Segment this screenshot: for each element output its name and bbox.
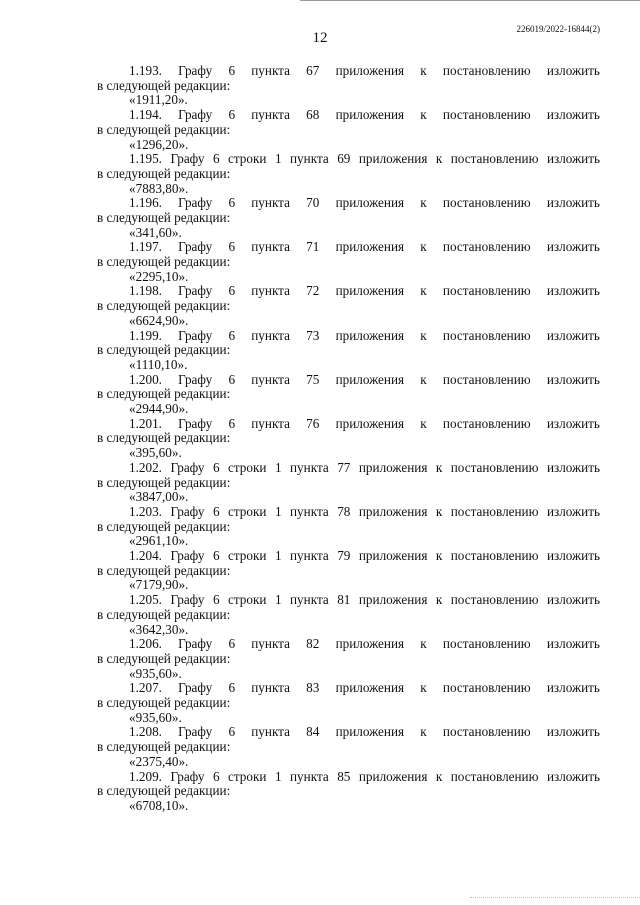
amendment-word: 70 [306,195,320,211]
amendment-word: 1 [274,548,282,564]
amendment-word: 6 [228,680,236,696]
amendment-continuation: в следующей редакции: [97,430,231,446]
amendment-word: 6 [212,592,220,608]
amendment-value: «1911,20». [129,92,188,108]
amendment-word: Графу [178,415,213,431]
amendment-entry [97,725,600,769]
amendment-entry [97,373,600,417]
amendment-continuation: в следующей редакции: [97,695,231,711]
amendment-word: 6 [228,63,236,78]
amendment-word: приложения [335,680,405,696]
amendment-value: «3847,00». [129,489,189,505]
amendment-first-line [97,725,600,740]
amendment-word: 84 [306,724,320,740]
amendment-first-line [97,461,600,476]
amendment-word: к [420,239,427,255]
amendment-entry [97,196,600,240]
amendment-word: строки [228,548,267,564]
amendment-word: изложить [546,371,600,387]
amendment-word: Графу [170,151,205,167]
amendment-word: Графу [170,459,205,475]
amendment-value: «935,60». [129,665,182,681]
amendment-word: 6 [228,724,236,740]
amendment-word: 6 [212,459,220,475]
amendment-word: строки [228,151,267,167]
amendment-word: 6 [228,283,236,299]
amendment-word: 1 [274,592,282,608]
amendments-list [97,64,600,814]
amendment-word: строки [228,592,267,608]
amendment-word: приложения [335,327,405,343]
amendment-word: 1.202. [129,459,162,475]
amendment-continuation: в следующей редакции: [97,386,231,402]
amendment-word: постановлению [450,548,539,564]
amendment-first-line [97,329,600,344]
amendment-word: Графу [178,63,213,78]
amendment-word: к [420,415,427,431]
amendment-word: к [435,768,443,784]
amendment-word: 1.209. [129,768,162,784]
amendment-word: 81 [337,592,351,608]
amendment-word: постановлению [442,107,531,123]
amendment-continuation: в следующей редакции: [97,562,231,578]
amendment-word: пункта [251,680,290,696]
amendment-word: 82 [306,636,320,652]
amendment-entry [97,505,600,549]
amendment-word: 1.203. [129,503,162,519]
amendment-value: «935,60». [129,709,182,725]
amendment-word: 6 [228,415,236,431]
amendment-word: к [435,503,443,519]
amendment-word: к [420,107,427,123]
amendment-value: «7179,90». [129,577,189,593]
amendment-word: Графу [178,371,213,387]
amendment-word: изложить [546,768,600,784]
amendment-word: приложения [335,415,405,431]
amendment-word: к [435,459,443,475]
amendment-word: Графу [178,107,213,123]
amendment-word: постановлению [442,415,531,431]
amendment-word: пункта [251,415,290,431]
amendment-entry [97,681,600,725]
amendment-word: 73 [306,327,320,343]
amendment-word: Графу [178,327,213,343]
amendment-word: изложить [546,459,600,475]
amendment-word: Графу [170,503,205,519]
amendment-value: «6624,90». [129,312,189,328]
amendment-continuation: в следующей редакции: [97,254,231,270]
amendment-word: изложить [546,680,600,696]
amendment-word: 6 [212,151,220,167]
amendment-word: приложения [358,503,428,519]
amendment-continuation: в следующей редакции: [97,121,231,137]
top-border-line [300,0,640,1]
amendment-word: 1.207. [129,680,162,696]
amendment-continuation: в следующей редакции: [97,342,231,358]
amendment-word: постановлению [442,680,531,696]
amendment-first-line [97,681,600,696]
amendment-word: 1.200. [129,371,162,387]
amendment-word: пункта [251,107,290,123]
amendment-word: 1.197. [129,239,162,255]
amendment-word: приложения [335,636,405,652]
amendment-word: 68 [306,107,320,123]
amendment-value: «2295,10». [129,268,189,284]
amendment-word: изложить [546,415,600,431]
amendment-entry [97,417,600,461]
amendment-entry [97,64,600,108]
amendment-value: «2944,90». [129,401,189,417]
amendment-value: «2375,40». [129,753,189,769]
amendment-word: постановлению [442,195,531,211]
amendment-word: Графу [170,548,205,564]
amendment-word: 77 [337,459,351,475]
amendment-word: 1 [274,503,282,519]
amendment-word: приложения [335,239,405,255]
amendment-entry [97,593,600,637]
amendment-word: пункта [290,459,329,475]
amendment-word: постановлению [442,283,531,299]
amendment-word: пункта [251,327,290,343]
amendment-word: Графу [170,768,205,784]
amendment-word: строки [228,503,267,519]
amendment-entry [97,329,600,373]
amendment-continuation: в следующей редакции: [97,783,231,799]
amendment-word: приложения [335,63,405,78]
amendment-continuation: в следующей редакции: [97,77,231,93]
amendment-word: приложения [335,283,405,299]
amendment-value: «1110,10». [129,356,188,372]
amendment-word: 1.194. [129,107,162,123]
amendment-word: изложить [546,239,600,255]
amendment-word: постановлению [442,239,531,255]
amendment-continuation: в следующей редакции: [97,298,231,314]
amendment-word: Графу [178,724,213,740]
amendment-word: постановлению [442,327,531,343]
amendment-word: изложить [546,724,600,740]
amendment-word: 69 [337,151,351,167]
amendment-first-line [97,593,600,608]
amendment-word: пункта [290,503,329,519]
amendment-word: постановлению [450,503,539,519]
amendment-word: к [420,371,427,387]
amendment-continuation: в следующей редакции: [97,606,231,622]
amendment-word: 75 [306,371,320,387]
amendment-word: приложения [335,195,405,211]
scan-artifact-line [470,897,640,899]
amendment-word: пункта [290,592,329,608]
amendment-word: 78 [337,503,351,519]
amendment-entry [97,637,600,681]
amendment-word: приложения [335,724,405,740]
amendment-first-line [97,505,600,520]
amendment-word: приложения [335,107,405,123]
amendment-value: «341,60». [129,224,182,240]
amendment-word: пункта [251,239,290,255]
amendment-word: изложить [546,592,600,608]
amendment-continuation: в следующей редакции: [97,209,231,225]
amendment-first-line [97,284,600,299]
amendment-word: пункта [251,195,290,211]
amendment-word: к [420,724,427,740]
amendment-word: 1 [274,151,282,167]
amendment-word: 6 [212,503,220,519]
amendment-word: к [435,592,443,608]
amendment-word: пункта [290,548,329,564]
amendment-word: 72 [306,283,320,299]
amendment-word: 1.198. [129,283,162,299]
amendment-first-line [97,417,600,432]
amendment-word: приложения [358,768,428,784]
amendment-word: изложить [546,327,600,343]
amendment-value: «2961,10». [129,533,189,549]
amendment-first-line [97,152,600,167]
amendment-word: к [435,548,443,564]
amendment-word: 85 [337,768,351,784]
amendment-continuation: в следующей редакции: [97,518,231,534]
document-id: 226019/2022-16844(2) [516,24,600,34]
amendment-word: 1.206. [129,636,162,652]
amendment-word: 1 [274,459,282,475]
amendment-word: постановлению [450,459,539,475]
amendment-word: постановлению [442,371,531,387]
amendment-word: 1.201. [129,415,162,431]
amendment-continuation: в следующей редакции: [97,474,231,490]
amendment-word: постановлению [450,151,539,167]
amendment-word: 6 [228,195,236,211]
amendment-word: к [435,151,443,167]
amendment-word: 6 [228,107,236,123]
amendment-word: приложения [358,548,428,564]
amendment-value: «3642,30». [129,621,189,637]
amendment-word: строки [228,459,267,475]
amendment-word: Графу [170,592,205,608]
amendment-word: 6 [212,548,220,564]
amendment-word: пункта [290,768,329,784]
amendment-word: 1.196. [129,195,162,211]
amendment-word: к [420,327,427,343]
amendment-word: к [420,283,427,299]
amendment-word: изложить [546,107,600,123]
amendment-word: 1.193. [129,63,162,78]
amendment-word: 6 [228,239,236,255]
amendment-word: изложить [546,548,600,564]
amendment-word: 1.204. [129,548,162,564]
amendment-word: 6 [228,636,236,652]
amendment-word: постановлению [450,592,539,608]
amendment-word: Графу [178,680,213,696]
amendment-word: 71 [306,239,320,255]
amendment-word: приложения [335,371,405,387]
amendment-word: пункта [251,371,290,387]
amendment-word: 1.208. [129,724,162,740]
amendment-word: строки [228,768,267,784]
amendment-word: 1 [274,768,282,784]
amendment-entry [97,770,600,814]
amendment-entry [97,108,600,152]
amendment-word: 79 [337,548,351,564]
amendment-continuation: в следующей редакции: [97,650,231,666]
amendment-word: пункта [290,151,329,167]
amendment-word: 1.195. [129,151,162,167]
amendment-word: приложения [358,592,428,608]
amendment-word: Графу [178,636,213,652]
amendment-first-line [97,637,600,652]
amendment-word: 67 [306,63,320,78]
amendment-word: 76 [306,415,320,431]
amendment-word: к [420,195,427,211]
amendment-word: изложить [546,503,600,519]
amendment-word: 83 [306,680,320,696]
amendment-word: изложить [546,151,600,167]
amendment-word: изложить [546,636,600,652]
amendment-word: 6 [228,327,236,343]
amendment-value: «395,60». [129,445,182,461]
amendment-word: Графу [178,239,213,255]
amendment-first-line [97,196,600,211]
amendment-first-line [97,373,600,388]
amendment-value: «6708,10». [129,797,189,813]
amendment-first-line [97,64,600,79]
page-number: 12 [312,30,328,46]
amendment-word: 1.205. [129,592,162,608]
amendment-word: пункта [251,283,290,299]
amendment-first-line [97,549,600,564]
amendment-entry [97,549,600,593]
amendment-first-line [97,108,600,123]
amendment-word: изложить [546,63,600,78]
amendment-first-line [97,240,600,255]
amendment-word: изложить [546,283,600,299]
amendment-word: пункта [251,636,290,652]
amendment-word: изложить [546,195,600,211]
amendment-entry [97,461,600,505]
amendment-entry [97,284,600,328]
amendment-first-line [97,770,600,785]
amendment-word: 6 [212,768,220,784]
amendment-word: Графу [178,283,213,299]
amendment-word: 1.199. [129,327,162,343]
amendment-word: к [420,63,427,78]
amendment-word: пункта [251,724,290,740]
amendment-word: приложения [358,151,428,167]
amendment-entry [97,240,600,284]
amendment-value: «7883,80». [129,180,189,196]
amendment-continuation: в следующей редакции: [97,739,231,755]
amendment-word: постановлению [442,63,531,78]
amendment-word: 6 [228,371,236,387]
amendment-word: постановлению [450,768,539,784]
amendment-word: пункта [251,63,290,78]
amendment-word: Графу [178,195,213,211]
amendment-word: приложения [358,459,428,475]
amendment-word: к [420,636,427,652]
amendment-word: постановлению [442,724,531,740]
amendment-word: к [420,680,427,696]
amendment-value: «1296,20». [129,136,189,152]
amendment-continuation: в следующей редакции: [97,165,231,181]
amendment-entry [97,152,600,196]
amendment-word: постановлению [442,636,531,652]
